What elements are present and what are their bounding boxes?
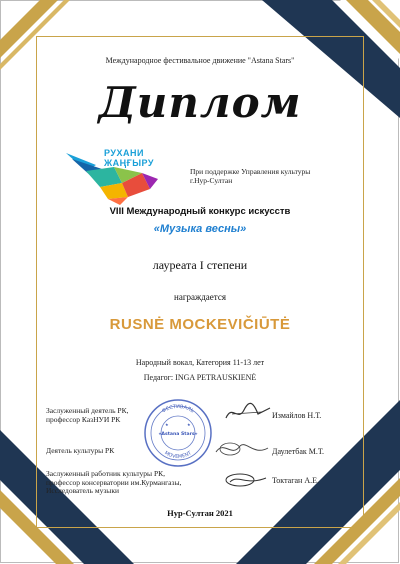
signatory-3-title-line-3: Исследователь музыки [46,486,119,495]
stamp-star-icon: ★ [187,422,191,427]
signatory-3-title-line-1: Заслуженный работник культуры РК, [46,469,166,478]
signatory-2-title [46,447,176,456]
support-line-1: При поддержке Управления культуры [190,167,311,176]
logo-text [104,148,154,168]
logo-line-1: РУХАНИ [104,148,144,158]
stamp-star-icon: ★ [165,422,169,427]
support-line-2: г.Нур-Султан [190,176,233,185]
recipient-name: RUSNĖ MOCKEVIČIŪTĖ [109,316,291,333]
teacher-text: Педагог: INGA PETRAUSKIENĖ [143,373,257,382]
signature-1 [222,400,274,426]
signatory-3-name: Токтаган А.Е. [272,476,319,485]
city-and-year: Нур-Султан 2021 [167,508,233,518]
signatory-3-title [46,470,216,496]
stamp-top-text: ФЕСТИВАЛЬ [160,404,196,415]
contest-title: VIII Международный конкурс искусств [109,206,291,217]
rukhani-zhangyru-logo [62,143,202,205]
signatory-3-title-line-2: профессор консерватории им.Курмангазы, [46,477,182,487]
signatory-1-title-line-2: профессор КазНУИ РК [46,414,121,424]
logo-line-2: ЖАҢҒЫРУ [104,158,155,168]
stamp-center-text: «Astana Stars» [158,432,198,437]
festival-name: Международное фестивальное движение "Astana Stars" [105,56,295,65]
signature-2 [212,438,272,460]
awarded-label: награждается [174,292,226,302]
signatory-1-name: Измайлов Н.Т. [272,411,322,420]
laureate-degree: лауреата I степени [152,258,248,272]
signatory-1-title-line-1: Заслуженный деятель РК, [46,406,129,415]
support-text [190,167,340,185]
signatory-1-title [46,407,176,424]
stamp-bottom-text: MOVEMENT [163,450,193,461]
signature-3 [220,470,270,490]
category-text: Народный вокал, Категория 11-13 лет [135,358,265,367]
signatory-2-title-line-1: Деятель культуры РК [46,446,115,455]
signatory-2-name: Даулетбак М.Т. [272,447,324,456]
contest-name: «Музыка весны» [153,223,247,235]
diploma-title: Диплом [98,78,302,127]
